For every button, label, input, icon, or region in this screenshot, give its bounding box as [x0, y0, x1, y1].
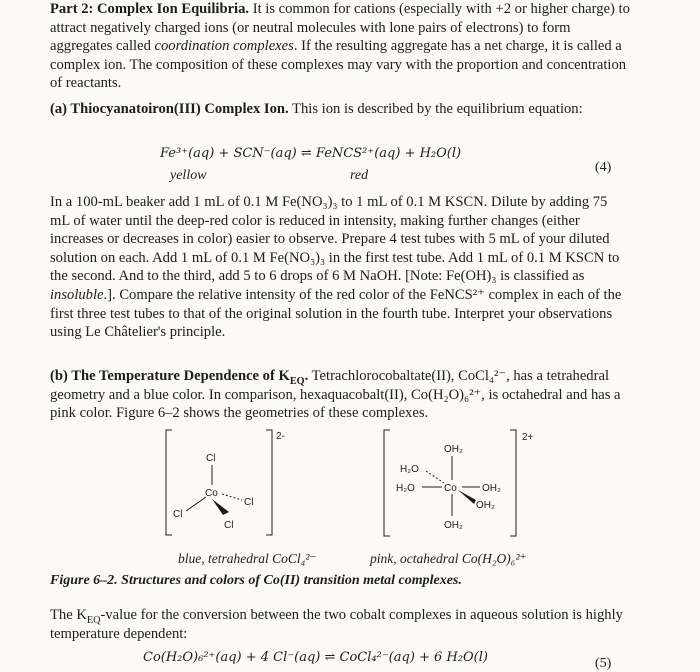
equation-5: Co(H₂O)₆²⁺(aq) + 4 Cl⁻(aq) ⇌ CoCl₄²⁻(aq) + 6 H₂O(l) — [143, 650, 488, 665]
coordination-complexes-term: coordination complexes — [154, 38, 294, 55]
section-b-heading-end: . — [304, 368, 309, 384]
ligand-h2o-left: H₂O — [396, 483, 415, 494]
charge-label: 2- — [276, 431, 285, 442]
procedure-text-1: In a 100-mL beaker add 1 mL of 0.1 M Fe(NO₃)₃ to 1 mL of 0.1 M KSCN. Dilute by adding 75 mL of water until the deep-red color is reduced in intensity, making further changes (either increases or decreases in color) easier to observe. Prepare 4 test tubes with 5 mL of your diluted solution on each. Add 1 mL of 0.1 M Fe(NO₃)₃ in the first test tube. Add 1 mL of 0.1 M KSCN to the second. And to the third, add 5 to 6 drops of 6 M NaOH. [Note: Fe(OH)₃ is classified as — [50, 194, 620, 285]
bond-left — [186, 497, 206, 511]
charge-label: 2+ — [522, 432, 534, 443]
equation-5-number: (5) — [595, 656, 612, 671]
closing-text-a: The K — [50, 607, 87, 623]
equation-4-number: (4) — [595, 160, 612, 175]
label-red: red — [350, 168, 369, 183]
ligand-cl-top: Cl — [206, 453, 216, 464]
section-a-intro — [50, 100, 630, 119]
closing-paragraph — [50, 606, 630, 643]
equation-4: Fe³⁺(aq) + SCN⁻(aq) ⇌ FeNCS²⁺(aq) + H₂O(l) — [160, 146, 462, 161]
closing-text-b: -value for the conversion between the two cobalt complexes in aqueous solution is highly temperature dependent: — [50, 607, 623, 642]
part2-paragraph — [50, 0, 630, 93]
section-a-heading: (a) Thiocyanatoiron(III) Complex Ion. — [50, 101, 289, 117]
section-a-intro-text: This ion is described by the equilibrium equation: — [288, 101, 583, 117]
tetrahedral-cocl4-diagram — [158, 425, 298, 540]
procedure-paragraph — [50, 193, 630, 342]
figure-title: Figure 6–2. Structures and colors of Co(II) transition metal complexes. — [50, 573, 462, 588]
ligand-oh2-right: OH₂ — [482, 483, 501, 494]
left-bracket — [384, 430, 390, 536]
closing-text-sub: EQ — [86, 614, 101, 626]
octahedral-cohexaqua-diagram — [376, 428, 556, 543]
part2-heading: Part 2: Complex Ion Equilibria. — [50, 1, 250, 17]
right-bracket — [510, 430, 516, 536]
ligand-cl-left: Cl — [173, 509, 183, 520]
center-co: Co — [205, 488, 218, 499]
ligand-cl-bottom: Cl — [224, 520, 234, 531]
ligand-cl-right: Cl — [244, 497, 254, 508]
ligand-oh2-bottom: OH₂ — [444, 520, 463, 531]
ligand-oh2-lower-right: OH₂ — [476, 500, 495, 511]
bond-right-dashed — [222, 494, 242, 500]
bond-upper-left-dashed — [426, 471, 444, 483]
section-b-paragraph — [50, 367, 630, 423]
section-b-heading — [50, 368, 309, 387]
bond-wedge — [212, 499, 229, 515]
insoluble-term: insoluble — [50, 286, 104, 303]
section-b-heading-main: (b) The Temperature Dependence of K — [50, 368, 290, 384]
procedure-text-2: .]. Compare the relative intensity of the red color of the FeNCS²⁺ complex in each of the first three test tubes to that of the original solution in the fourth tube. Interpret your observations using Le Châtelier's principle. — [50, 286, 622, 341]
center-co: Co — [444, 483, 457, 494]
part2-text-1: It is common for cations (especially with +2 or higher charge) to attract negatively charged ions (or neutral molecules with lone pairs of electrons) to form aggregates called — [50, 1, 630, 55]
left-bracket — [166, 430, 172, 535]
section-b-heading-sub: EQ — [289, 375, 305, 387]
right-bracket — [266, 430, 272, 535]
label-yellow: yellow — [170, 168, 207, 183]
part2-text-2: . If the resulting aggregate has a net charge, it is called a complex ion. The composition of these complexes may vary with the proportion and concentration of reactants. — [50, 38, 627, 92]
ligand-oh2-top: OH₂ — [444, 444, 463, 455]
section-b-text: Tetrachlorocobaltate(II), CoCl₄²⁻, has a tetrahedral geometry and a blue color. In comparison, hexaquacobalt(II), Co(H₂O)₆²⁺, is octahedral and has a pink color. Figure 6–2 shows the geometries of these complexes. — [50, 368, 621, 422]
bond-wedge — [458, 490, 476, 504]
caption-octahedral: pink, octahedral Co(H₂O)₆²⁺ — [370, 551, 527, 566]
caption-tetrahedral: blue, tetrahedral CoCl₄²⁻ — [178, 551, 317, 566]
ligand-h2o-upper-left: H₂O — [400, 464, 419, 475]
